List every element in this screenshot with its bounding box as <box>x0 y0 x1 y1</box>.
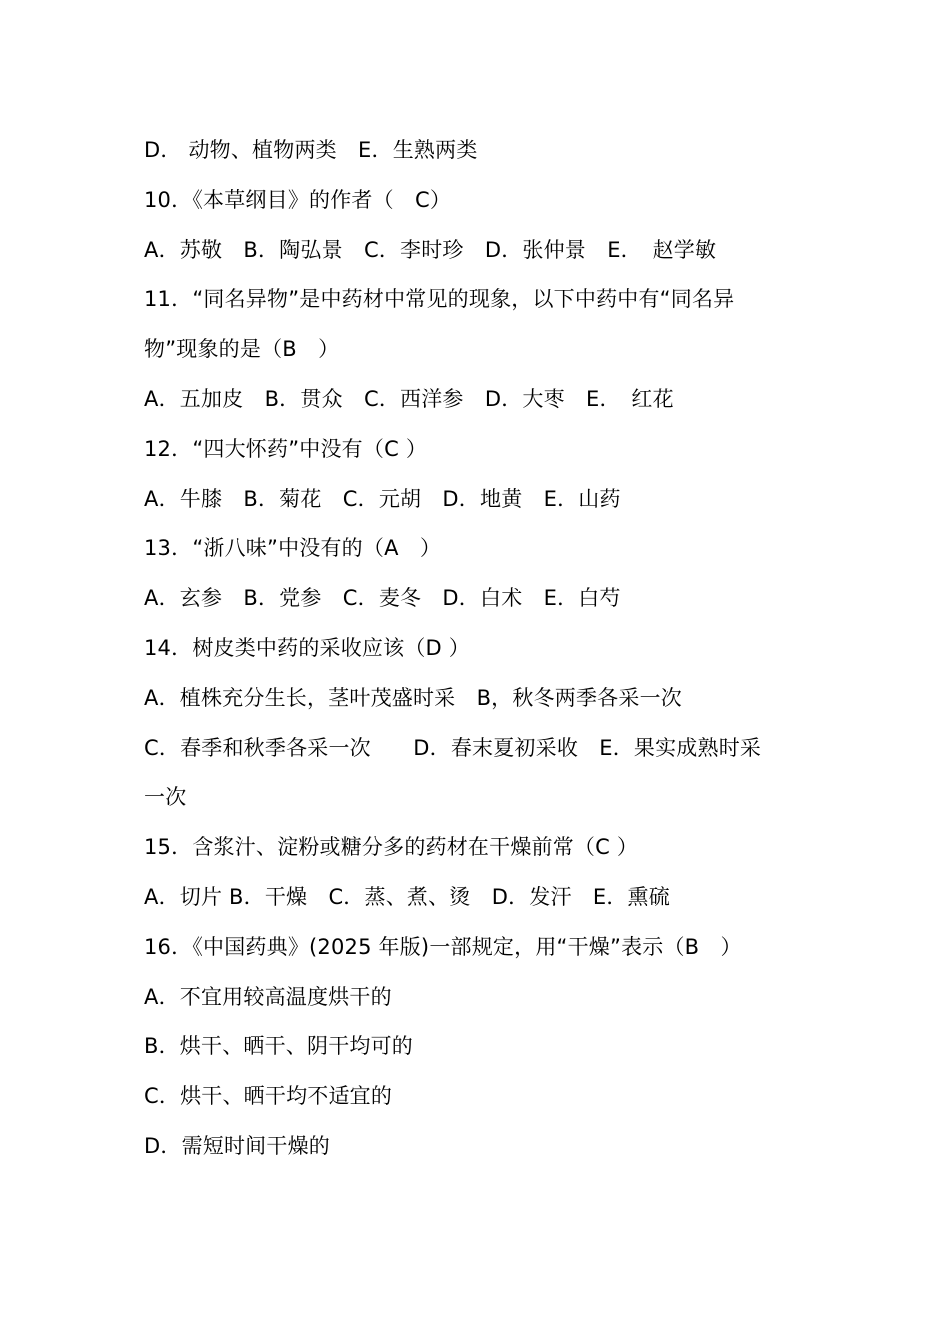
question-15: 15．含浆汁、淀粉或糖分多的药材在干燥前常（C ） <box>144 835 639 860</box>
question-12-options: A．牛膝 B．菊花 C．元胡 D．地黄 E．山药 <box>144 486 621 511</box>
question-14-options-c-e: C．春季和秋季各采一次 D．春末夏初采收 E．果实成熟时采 <box>144 735 762 760</box>
question-13-options: A．玄参 B．党参 C．麦冬 D．白术 E．白芍 <box>144 586 621 611</box>
question-11-continued: 物”现象的是（B ） <box>144 337 340 362</box>
document-body <box>144 126 814 1172</box>
question-14: 14．树皮类中药的采收应该（D ） <box>144 635 470 660</box>
question-14-options-a-b: A．植株充分生长，茎叶茂盛时采 B，秋冬两季各采一次 <box>144 685 682 710</box>
question-10-options: A．苏敬 B．陶弘景 C．李时珍 D．张仲景 E． 赵学敏 <box>144 237 717 262</box>
question-16-option-c: C．烘干、晒干均不适宜的 <box>144 1084 393 1109</box>
question-16: 16．《中国药典》(2025 年版)一部规定，用“干燥”表示（B ） <box>144 934 742 959</box>
question-13: 13．“浙八味”中没有的（A ） <box>144 536 442 561</box>
question-11-options: A．五加皮 B．贯众 C．西洋参 D．大枣 E． 红花 <box>144 386 674 411</box>
question-16-option-d: D．需短时间干燥的 <box>144 1133 330 1158</box>
question-10: 10．《本草纲目》的作者（ C） <box>144 187 452 212</box>
option-line-d-e: D． 动物、植物两类 E．生熟两类 <box>144 138 478 162</box>
question-11: 11．“同名异物”是中药材中常见的现象，以下中药中有“同名异 <box>144 287 735 312</box>
question-15-options: A．切片 B．干燥 C．蒸、煮、烫 D．发汗 E．熏硫 <box>144 884 670 909</box>
question-12: 12．“四大怀药”中没有（C ） <box>144 436 428 461</box>
question-16-option-a: A．不宜用较高温度烘干的 <box>144 984 392 1009</box>
question-14-options-continued: 一次 <box>144 785 187 810</box>
question-16-option-b: B．烘干、晒干、阴干均可的 <box>144 1034 414 1059</box>
